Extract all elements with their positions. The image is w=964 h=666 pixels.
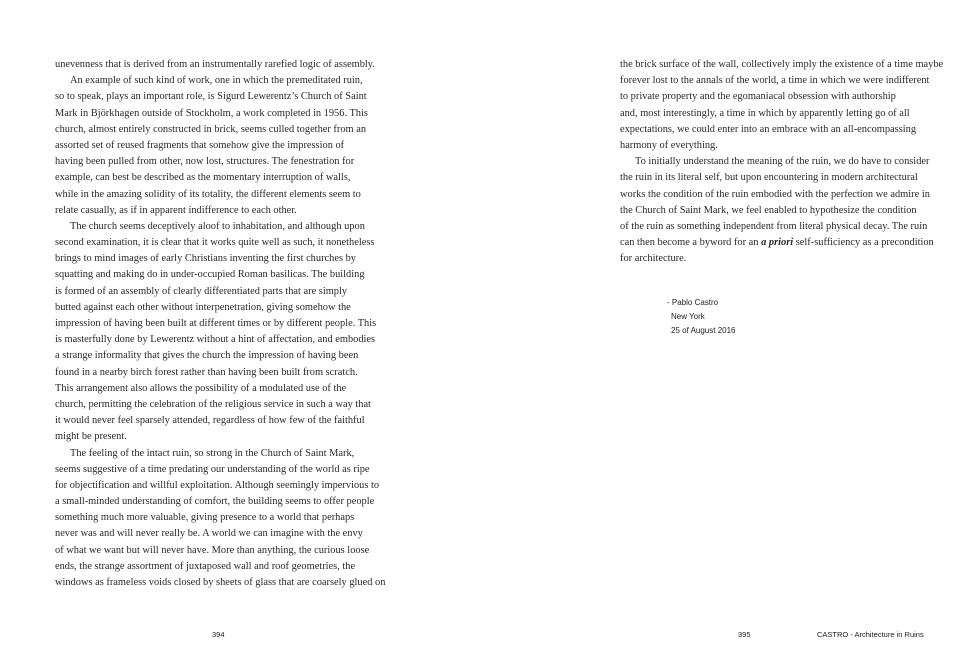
text-line-italic: [620, 235, 942, 251]
text-line: the Church of Saint Mark, we feel enabled to hypothesize the condition: [620, 204, 917, 216]
text-line: squatting and making do in under-occupied Roman basilicas. The building: [55, 269, 365, 281]
text-line: The church seems deceptively aloof to inhabitation, and although upon: [70, 220, 365, 232]
text-line: is masterfully done by Lewerentz without a hint of affectation, and embodies: [55, 334, 376, 346]
text-line: and, most interestingly, a time in which by apparently letting go of all: [620, 107, 910, 119]
text-line: impression of having been built at different times or by different people. This: [55, 318, 377, 329]
text-line: works the condition of the ruin embodied with the perfection we admire in: [620, 188, 930, 200]
text-line: having been pulled from other, now lost, structures. The fenestration for: [55, 156, 355, 168]
text-line: An example of such kind of work, one in which the premeditated ruin,: [70, 75, 363, 87]
text-line: butted against each other without interpenetration, giving somehow the: [55, 301, 351, 313]
text-fragment: can then become a byword for an: [620, 237, 762, 249]
text-line: found in a nearby birch forest rather than having been built from scratch.: [55, 366, 358, 378]
italic-term: a priori: [761, 237, 794, 249]
text-line: a strange informality that gives the church the impression of having been: [55, 350, 359, 362]
text-line: seems suggestive of a time predating our understanding of the world as ripe: [55, 463, 370, 475]
text-line: To initially understand the meaning of the ruin, we do have to consider: [635, 156, 930, 168]
text-line: unevenness that is derived from an instrumentally rarefied logic of assembly.: [55, 59, 375, 70]
page-number-right: 395: [738, 630, 751, 639]
text-line: forever lost to the annals of the world, a time in which we were indifferent: [620, 75, 930, 87]
text-line: ends, the strange assortment of juxtaposed wall and roof geometries, the: [55, 560, 356, 572]
right-page-body-text: [620, 57, 942, 267]
right-page: [482, 0, 964, 666]
text-line: a small-minded understanding of comfort, the building seems to offer people: [55, 496, 375, 508]
text-line: assorted set of reused fragments that somehow give the impression of: [55, 139, 345, 151]
signature-author: - Pablo Castro: [667, 298, 719, 307]
running-footer: CASTRO - Architecture in Ruins: [817, 630, 924, 639]
page-number-left: 394: [212, 630, 225, 639]
text-line: brings to mind images of early Christians inventing the first churches by: [55, 253, 356, 265]
text-line: so to speak, plays an important role, is Sigurd Lewerentz’s Church of Saint: [55, 91, 367, 103]
text-line: of the ruin as something independent from literal physical decay. The ruin: [620, 220, 928, 232]
text-line: never was and will never really be. A world we can imagine with the envy: [55, 528, 363, 540]
text-line: the brick surface of the wall, collectively imply the existence of a time maybe: [620, 59, 944, 70]
left-page-body-text: [55, 57, 386, 591]
text-line: harmony of everything.: [620, 139, 718, 151]
text-line: expectations, we could enter into an embrace with an all-encompassing: [620, 123, 917, 135]
text-line: for architecture.: [620, 253, 687, 265]
text-line: second examination, it is clear that it works quite well as such, it nonetheless: [55, 237, 375, 249]
text-line: is formed of an assembly of clearly differentiated parts that are simply: [55, 285, 348, 297]
text-line: for objectification and willful exploitation. Although seemingly impervious to: [55, 479, 380, 491]
text-line: it would never feel sparsely attended, regardless of how few of the faithful: [55, 415, 365, 427]
text-line: Mark in Björkhagen outside of Stockholm, a work completed in 1956. This: [55, 107, 368, 119]
text-line: windows as frameless voids closed by sheets of glass that are coarsely glued on: [55, 577, 386, 588]
text-fragment: self-sufficiency as a precondition: [793, 237, 934, 249]
text-line: church, permitting the celebration of the religious service in such a way that: [55, 398, 371, 410]
text-line: the ruin in its literal self, but upon encountering in modern architectural: [620, 172, 918, 184]
text-line: of what we want but will never have. More than anything, the curious loose: [55, 544, 370, 556]
signature-place: New York: [671, 312, 705, 321]
text-line: to private property and the egomaniacal obsession with authorship: [620, 91, 896, 103]
text-line: something much more valuable, giving presence to a world that perhaps: [55, 512, 355, 524]
text-line: might be present.: [55, 431, 127, 443]
text-line: This arrangement also allows the possibility of a modulated use of the: [55, 382, 347, 394]
signature-block: [667, 296, 736, 338]
text-line: relate casually, as if in apparent indifference to each other.: [55, 204, 297, 216]
text-line: church, almost entirely constructed in brick, seems culled together from an: [55, 123, 367, 135]
text-line: The feeling of the intact ruin, so strong in the Church of Saint Mark,: [70, 447, 355, 459]
text-line: example, can best be described as the momentary interruption of walls,: [55, 172, 351, 184]
text-line: while in the amazing solidity of its totality, the different elements seem to: [55, 188, 361, 200]
signature-date: 25 of August 2016: [671, 326, 736, 335]
